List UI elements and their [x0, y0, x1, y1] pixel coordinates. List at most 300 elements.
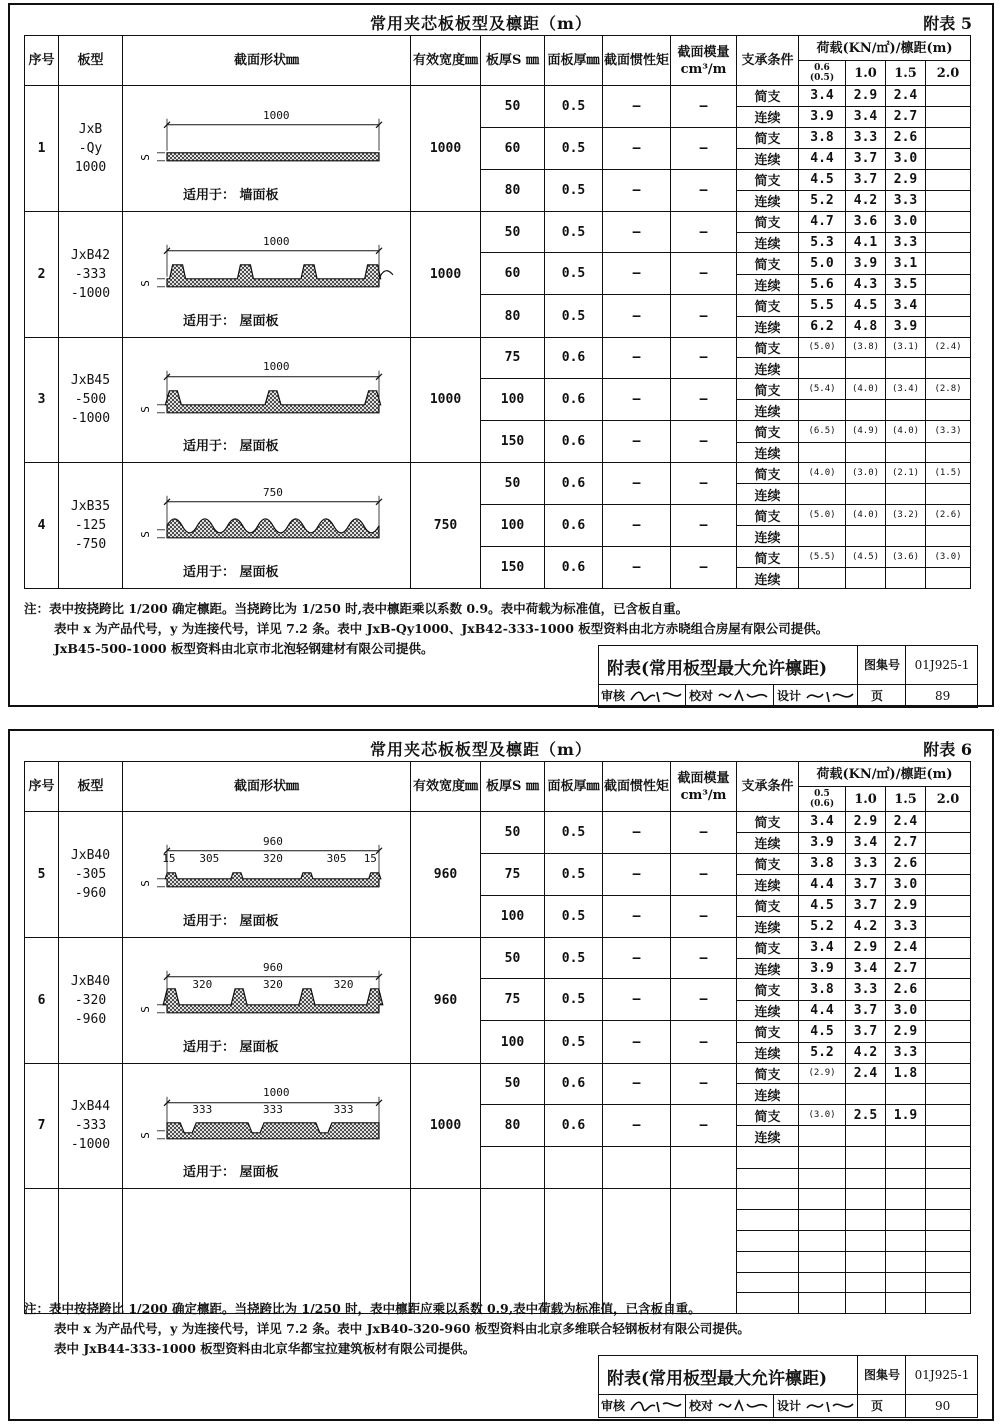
usage-note: 适用于： 屋面板 [183, 439, 279, 455]
panel-model: JxB40 -320 -960 [59, 937, 123, 1063]
panel-thickness: 50 [481, 1063, 545, 1105]
load-value: (2.8) [926, 379, 971, 400]
section-inertia: – [603, 379, 671, 421]
thickness-symbol: S [139, 531, 152, 539]
title-block [598, 1355, 978, 1418]
section-inertia: – [603, 253, 671, 295]
note-line: JxB45-500-1000 板型资料由北京市北泡轻钢建材有限公司提供。 [54, 641, 434, 656]
load-value: 3.4 [799, 86, 846, 107]
column-header-type: 板型 [59, 762, 123, 812]
section-inertia: – [603, 979, 671, 1021]
load-value: 4.4 [799, 1000, 846, 1021]
face-thickness: 0.6 [545, 337, 603, 379]
section-inertia: – [603, 1021, 671, 1063]
notes [24, 1299, 750, 1359]
load-value: 2.9 [846, 86, 886, 107]
section-modulus: – [671, 853, 737, 895]
span-header: 2.0 [926, 787, 971, 812]
panel-thickness: 50 [481, 211, 545, 253]
load-value [926, 568, 971, 589]
section-shape-cell [123, 1063, 411, 1189]
face-thickness: 0.5 [545, 895, 603, 937]
drawing-name: 附表(常用板型最大允许檩距) [607, 659, 828, 679]
load-value: 2.4 [886, 937, 926, 958]
effective-width: 1000 [411, 337, 481, 463]
load-value: 2.9 [846, 937, 886, 958]
empty-row [25, 1189, 971, 1210]
row-number: 4 [25, 463, 59, 589]
load-value [926, 526, 971, 547]
atlas-label: 图集号 [857, 1356, 906, 1394]
load-value: (4.0) [799, 463, 846, 484]
load-value: 3.3 [886, 917, 926, 938]
load-value: 3.0 [886, 148, 926, 169]
designer-signature [805, 688, 855, 704]
section-shape-cell [123, 812, 411, 938]
table-title: 常用夹芯板板型及檩距（m） [370, 740, 592, 759]
section-modulus: – [671, 295, 737, 337]
load-value [926, 295, 971, 316]
load-value [926, 1126, 971, 1147]
overall-dimension: 960 [263, 834, 283, 848]
panel-thickness: 50 [481, 937, 545, 979]
load-value [926, 1063, 971, 1084]
face-thickness: 0.5 [545, 253, 603, 295]
load-value [886, 1168, 926, 1189]
section-inertia: – [603, 895, 671, 937]
panel-thickness: 50 [481, 86, 545, 128]
column-header-thickness: 板厚S ㎜ [481, 762, 545, 812]
table-row [25, 812, 971, 833]
load-value [846, 442, 886, 463]
review-label: 审核 [601, 689, 626, 703]
section-inertia: – [603, 547, 671, 589]
sub-dimension: 333 [263, 1103, 283, 1117]
load-value: 4.8 [846, 316, 886, 337]
overall-dimension: 1000 [263, 360, 290, 374]
load-value: (3.0) [846, 463, 886, 484]
load-value: (3.1) [886, 337, 926, 358]
panel-thickness: 100 [481, 504, 545, 546]
support-condition: 简支 [737, 1021, 799, 1042]
load-value: 2.9 [886, 169, 926, 190]
row-number: 2 [25, 211, 59, 337]
overall-dimension: 960 [263, 960, 283, 974]
span-header: 0.6 (0.5) [799, 61, 846, 86]
load-value: 3.8 [799, 853, 846, 874]
table-row [25, 937, 971, 958]
load-value [926, 979, 971, 1000]
load-value: (3.6) [886, 547, 926, 568]
support-condition: 简支 [737, 253, 799, 274]
load-value [846, 484, 886, 505]
load-value [846, 568, 886, 589]
load-value: (2.6) [926, 504, 971, 525]
section-modulus: – [671, 504, 737, 546]
load-value: 3.8 [799, 979, 846, 1000]
load-value: 4.4 [799, 148, 846, 169]
effective-width: 750 [411, 463, 481, 589]
table-row [25, 1063, 971, 1084]
section-modulus: – [671, 1021, 737, 1063]
support-condition: 连续 [737, 874, 799, 895]
panel-thickness: 75 [481, 337, 545, 379]
load-value: 3.9 [846, 253, 886, 274]
table-row [25, 337, 971, 358]
load-value: 3.7 [846, 148, 886, 169]
span-header: 1.0 [846, 787, 886, 812]
panel-thickness: 100 [481, 1021, 545, 1063]
panel-thickness [481, 1147, 545, 1189]
load-value: 4.5 [846, 295, 886, 316]
column-header-support: 支承条件 [737, 762, 799, 812]
usage-note: 适用于： 屋面板 [183, 1039, 279, 1055]
section-inertia [603, 1147, 671, 1189]
load-value: 3.3 [886, 232, 926, 253]
load-value: 5.6 [799, 274, 846, 295]
load-value [799, 442, 846, 463]
load-value: 4.3 [846, 274, 886, 295]
load-value [886, 358, 926, 379]
load-value [926, 874, 971, 895]
section-modulus: – [671, 979, 737, 1021]
panel-model: JxB40 -305 -960 [59, 812, 123, 938]
usage-note: 适用于： 墙面板 [183, 187, 279, 203]
load-value: 3.9 [799, 106, 846, 127]
panel-thickness: 150 [481, 547, 545, 589]
load-value [799, 568, 846, 589]
load-value: (3.0) [799, 1105, 846, 1126]
load-value [799, 358, 846, 379]
load-value: 2.4 [886, 86, 926, 107]
section-inertia: – [603, 127, 671, 169]
column-header-no: 序号 [25, 762, 59, 812]
span-header: 2.0 [926, 61, 971, 86]
load-value: 2.6 [886, 979, 926, 1000]
panel-model: JxB42 -333 -1000 [59, 211, 123, 337]
sub-dimension: 15 [363, 851, 377, 865]
designer-signature [805, 1398, 855, 1414]
load-value: (4.9) [846, 421, 886, 442]
load-value: 2.7 [886, 958, 926, 979]
sheet-title-bar [10, 735, 996, 759]
span-header: 1.0 [846, 61, 886, 86]
support-condition: 连续 [737, 958, 799, 979]
section-inertia: – [603, 337, 671, 379]
load-value [886, 1147, 926, 1168]
load-value: 2.6 [886, 853, 926, 874]
load-value: 2.7 [886, 106, 926, 127]
load-value [926, 484, 971, 505]
face-thickness: 0.6 [545, 1105, 603, 1147]
panel-thickness: 60 [481, 253, 545, 295]
design-label: 设计 [777, 1399, 802, 1413]
support-condition: 简支 [737, 127, 799, 148]
thickness-symbol: S [139, 405, 152, 413]
support-condition: 连续 [737, 148, 799, 169]
load-value [926, 274, 971, 295]
face-thickness: 0.5 [545, 937, 603, 979]
column-header-width: 有效宽度㎜ [411, 36, 481, 86]
table-row [25, 86, 971, 107]
atlas-number: 01J925-1 [905, 1356, 978, 1394]
support-condition: 简支 [737, 211, 799, 232]
load-value [886, 1126, 926, 1147]
load-value [926, 232, 971, 253]
section-shape-cell [123, 463, 411, 589]
load-value [846, 358, 886, 379]
sub-dimension: 320 [333, 977, 354, 991]
load-value [846, 1168, 886, 1189]
row-number: 1 [25, 86, 59, 212]
section-shape-cell [123, 211, 411, 337]
panel-thickness: 150 [481, 421, 545, 463]
load-value [846, 1084, 886, 1105]
support-condition: 简支 [737, 1063, 799, 1084]
load-value: 2.4 [886, 812, 926, 833]
load-value: 4.1 [846, 232, 886, 253]
sub-dimension: 333 [333, 1103, 354, 1117]
load-value: (4.0) [846, 504, 886, 525]
load-value: 2.9 [886, 895, 926, 916]
load-value: 2.4 [846, 1063, 886, 1084]
support-condition: 连续 [737, 232, 799, 253]
face-thickness: 0.6 [545, 504, 603, 546]
load-value: 3.3 [846, 979, 886, 1000]
table-number: 附表 5 [923, 14, 972, 33]
section-shape-cell [123, 337, 411, 463]
section-modulus: – [671, 127, 737, 169]
load-value: (4.5) [846, 547, 886, 568]
load-value [926, 853, 971, 874]
support-condition: 简支 [737, 979, 799, 1000]
load-value: 3.3 [886, 1042, 926, 1063]
sheet-appendix-6 [8, 729, 994, 1421]
load-value: (4.0) [886, 421, 926, 442]
load-value: 2.9 [846, 812, 886, 833]
load-value: (6.5) [799, 421, 846, 442]
row-number: 5 [25, 812, 59, 938]
sub-dimension: 320 [192, 977, 213, 991]
usage-note: 适用于： 屋面板 [183, 565, 279, 581]
span-header: 1.5 [886, 61, 926, 86]
effective-width: 1000 [411, 211, 481, 337]
load-value: 3.8 [799, 127, 846, 148]
load-value [926, 1105, 971, 1126]
section-modulus: – [671, 211, 737, 253]
load-value [926, 958, 971, 979]
support-condition: 简支 [737, 379, 799, 400]
overall-dimension: 750 [263, 486, 283, 500]
panel-thickness: 100 [481, 895, 545, 937]
panel-model: JxB35 -125 -750 [59, 463, 123, 589]
support-condition: 连续 [737, 1084, 799, 1105]
thickness-symbol: S [139, 880, 152, 887]
panel-thickness: 75 [481, 979, 545, 1021]
section-modulus: – [671, 169, 737, 211]
support-condition: 连续 [737, 106, 799, 127]
support-condition: 连续 [737, 400, 799, 421]
load-value: 2.5 [846, 1105, 886, 1126]
load-value [926, 1000, 971, 1021]
section-shape-cell [123, 86, 411, 212]
column-header-load: 荷载(KN/㎡)/檩距(m) [799, 762, 971, 787]
effective-width: 1000 [411, 1063, 481, 1189]
load-value: 3.7 [846, 169, 886, 190]
column-header-load: 荷载(KN/㎡)/檩距(m) [799, 36, 971, 61]
support-condition: 简支 [737, 937, 799, 958]
section-inertia: – [603, 211, 671, 253]
face-thickness: 0.5 [545, 295, 603, 337]
load-value: 5.3 [799, 232, 846, 253]
sub-dimension: 333 [192, 1103, 213, 1117]
load-value: (4.0) [846, 379, 886, 400]
table-title: 常用夹芯板板型及檩距（m） [370, 14, 592, 33]
load-value [926, 917, 971, 938]
support-condition: 简支 [737, 895, 799, 916]
section-modulus: – [671, 1105, 737, 1147]
load-value: 3.9 [799, 832, 846, 853]
load-value: 4.5 [799, 169, 846, 190]
face-thickness: 0.5 [545, 979, 603, 1021]
section-modulus: – [671, 812, 737, 854]
sub-dimension: 305 [199, 851, 220, 865]
support-condition: 简支 [737, 463, 799, 484]
reviewer-signature [629, 1398, 683, 1414]
load-value: 3.7 [846, 1021, 886, 1042]
overall-dimension: 1000 [263, 1086, 290, 1100]
atlas-label: 图集号 [857, 646, 906, 684]
table-number: 附表 6 [923, 740, 972, 759]
load-value: (1.5) [926, 463, 971, 484]
load-value [926, 316, 971, 337]
load-value: 4.7 [799, 211, 846, 232]
thickness-symbol: S [139, 1131, 152, 1139]
load-value: (3.3) [926, 421, 971, 442]
load-value [926, 1084, 971, 1105]
atlas-number: 01J925-1 [905, 646, 978, 684]
support-condition: 连续 [737, 1042, 799, 1063]
support-condition [737, 1147, 799, 1168]
note-line: 表中 JxB44-333-1000 板型资料由北京华都宝拉建筑板材有限公司提供。 [54, 1341, 476, 1356]
support-condition: 连续 [737, 1126, 799, 1147]
load-value: 3.6 [846, 211, 886, 232]
support-condition: 简支 [737, 169, 799, 190]
note-line: 注：表中按挠跨比 1/200 确定檩距。当挠跨比为 1/250 时,表中檩距乘以系数 0.9。表中荷载为标准值，已含板自重。 [24, 601, 689, 616]
panel-thickness: 60 [481, 127, 545, 169]
load-value: 3.0 [886, 211, 926, 232]
load-value: 4.4 [799, 874, 846, 895]
load-value: (3.0) [926, 547, 971, 568]
panel-model: JxB44 -333 -1000 [59, 1063, 123, 1189]
load-value: 3.3 [886, 191, 926, 212]
load-value [846, 1126, 886, 1147]
section-modulus: – [671, 379, 737, 421]
section-inertia: – [603, 1063, 671, 1105]
load-value: 3.7 [846, 874, 886, 895]
row-number: 6 [25, 937, 59, 1063]
page-number: 89 [935, 689, 951, 703]
load-value: 4.5 [799, 895, 846, 916]
column-header-type: 板型 [59, 36, 123, 86]
face-thickness: 0.5 [545, 812, 603, 854]
face-thickness: 0.6 [545, 463, 603, 505]
load-value [886, 442, 926, 463]
span-header: 1.5 [886, 787, 926, 812]
section-modulus: – [671, 1063, 737, 1105]
section-modulus: – [671, 86, 737, 128]
page-label: 页 [871, 1399, 884, 1413]
section-inertia: – [603, 169, 671, 211]
section-inertia: – [603, 812, 671, 854]
panel-thickness: 50 [481, 812, 545, 854]
table-row [25, 211, 971, 232]
face-thickness: 0.5 [545, 1021, 603, 1063]
load-value: 2.9 [886, 1021, 926, 1042]
load-value [846, 1147, 886, 1168]
panel-thickness: 80 [481, 169, 545, 211]
load-value: 3.3 [846, 127, 886, 148]
support-condition: 连续 [737, 917, 799, 938]
support-condition: 连续 [737, 191, 799, 212]
load-value: 3.4 [846, 832, 886, 853]
check-label: 校对 [689, 1399, 714, 1413]
load-value [926, 211, 971, 232]
sheet-title-bar [10, 9, 996, 33]
load-value [926, 1168, 971, 1189]
checker-signature [717, 1398, 771, 1414]
section-inertia: – [603, 86, 671, 128]
row-number: 7 [25, 1063, 59, 1189]
section-modulus [671, 1147, 737, 1189]
thickness-symbol: S [139, 1005, 152, 1013]
load-value [926, 400, 971, 421]
section-modulus: – [671, 463, 737, 505]
load-value: (2.9) [799, 1063, 846, 1084]
load-value: 2.7 [886, 832, 926, 853]
load-value [886, 400, 926, 421]
load-value: 3.3 [846, 853, 886, 874]
section-inertia: – [603, 1105, 671, 1147]
load-value: (5.0) [799, 504, 846, 525]
column-header-width: 有效宽度㎜ [411, 762, 481, 812]
load-value: 3.1 [886, 253, 926, 274]
load-value: 5.5 [799, 295, 846, 316]
load-value: 4.2 [846, 917, 886, 938]
panel-thickness: 80 [481, 1105, 545, 1147]
panel-model: JxB -Qy 1000 [59, 86, 123, 212]
load-value [799, 1126, 846, 1147]
review-label: 审核 [601, 1399, 626, 1413]
load-value [926, 1021, 971, 1042]
load-value [926, 106, 971, 127]
load-value: 5.2 [799, 1042, 846, 1063]
support-condition [737, 1168, 799, 1189]
support-condition: 连续 [737, 568, 799, 589]
face-thickness: 0.5 [545, 169, 603, 211]
load-value: (3.4) [886, 379, 926, 400]
load-value [926, 937, 971, 958]
sub-dimension: 305 [326, 851, 347, 865]
support-condition: 简支 [737, 337, 799, 358]
thickness-symbol: S [139, 154, 152, 161]
row-number: 3 [25, 337, 59, 463]
section-inertia: – [603, 504, 671, 546]
load-value: (5.0) [799, 337, 846, 358]
load-value: 3.4 [886, 295, 926, 316]
title-block [598, 645, 978, 708]
load-value [886, 526, 926, 547]
